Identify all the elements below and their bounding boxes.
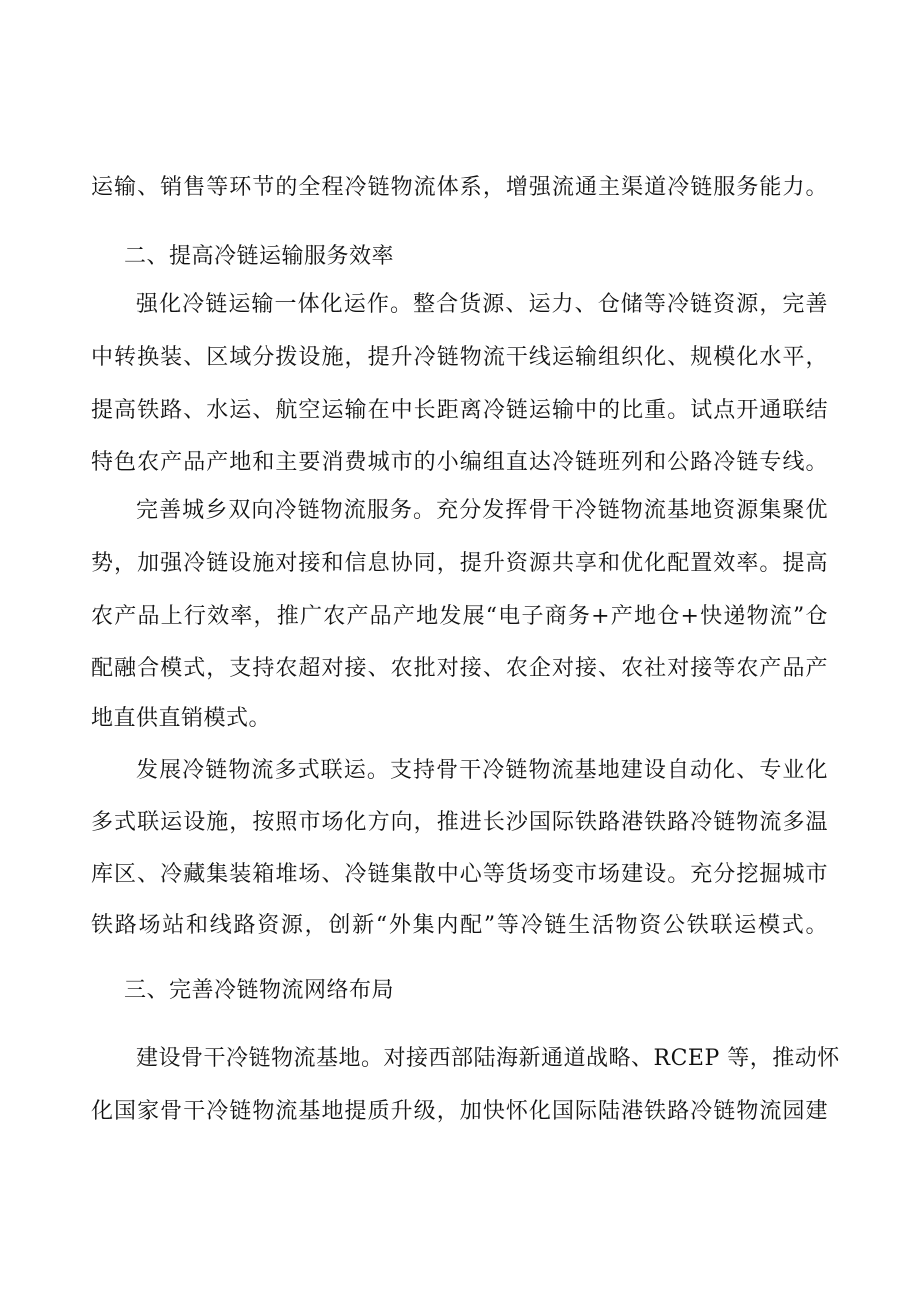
text-line: 建设骨干冷链物流基地。对接西部陆海新通道战略、RCEP 等，推动怀 (136, 1046, 840, 1071)
text-line: 多式联运设施，按照市场化方向，推进长沙国际铁路港铁路冷链物流多温 (91, 810, 828, 835)
text-line: 地直供直销模式。 (91, 706, 272, 731)
text-line: 库区、冷藏集装箱堆场、冷链集散中心等货场变市场建设。充分挖掘城市 (91, 862, 828, 887)
text-line: 完善城乡双向冷链物流服务。充分发挥骨干冷链物流基地资源集聚优 (136, 498, 828, 523)
text-line: 中转换装、区域分拨设施，提升冷链物流干线运输组织化、规模化水平， (91, 345, 828, 370)
text-line: 配融合模式，支持农超对接、农批对接、农企对接、农社对接等农产品产 (91, 656, 828, 681)
text-line: 铁路场站和线路资源，创新“外集内配”等冷链生活物资公铁联运模式。 (91, 913, 828, 938)
text-line: 农产品上行效率，推广农产品产地发展“电子商务+产地仓+快递物流”仓 (91, 604, 828, 629)
heading-text: 二、提高冷链运输服务效率 (124, 244, 395, 269)
text-line: 化国家骨干冷链物流基地提质升级，加快怀化国际陆港铁路冷链物流园建 (91, 1099, 828, 1124)
text-line: 运输、销售等环节的全程冷链物流体系，增强流通主渠道冷链服务能力。 (91, 175, 828, 200)
text-line: 势，加强冷链设施对接和信息协同，提升资源共享和优化配置效率。提高 (91, 551, 828, 576)
text-line: 发展冷链物流多式联运。支持骨干冷链物流基地建设自动化、专业化 (136, 758, 828, 783)
text-line: 强化冷链运输一体化运作。整合货源、运力、仓储等冷链资源，完善 (136, 292, 828, 317)
text-line: 提高铁路、水运、航空运输在中长距离冷链运输中的比重。试点开通联结 (91, 398, 828, 423)
heading-text: 三、完善冷链物流网络布局 (124, 978, 395, 1003)
text-line: 特色农产品产地和主要消费城市的小编组直达冷链班列和公路冷链专线。 (91, 450, 828, 475)
